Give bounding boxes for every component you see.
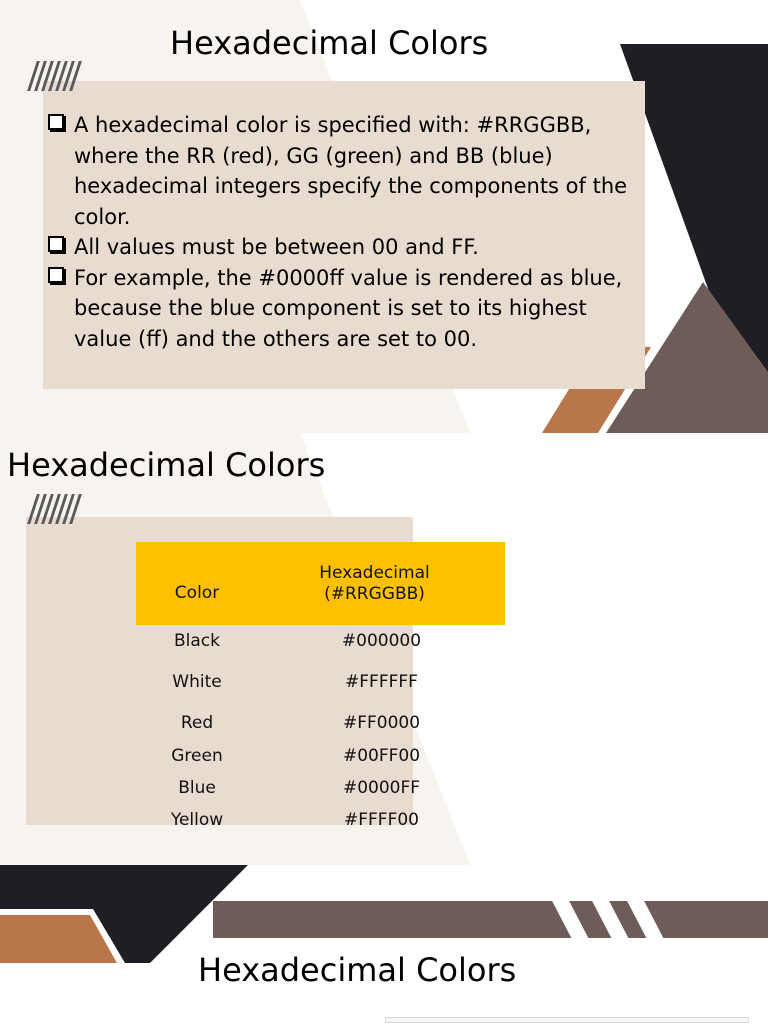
slide-2 bbox=[0, 433, 768, 865]
checkbox-bullet-icon bbox=[48, 267, 64, 283]
bullet-item bbox=[46, 263, 636, 355]
copper-shape bbox=[0, 915, 117, 963]
hatch-mark-decoration bbox=[32, 61, 77, 91]
content-frame-edge bbox=[385, 1017, 749, 1023]
bullet-text: For example, the #0000ff value is rendered as blue, because the blue component is set to its highest value (ff) and the others are set to 00. bbox=[74, 265, 623, 351]
hex-header-line-1: Hexadecimal bbox=[319, 562, 430, 583]
slide-1 bbox=[0, 0, 768, 433]
hex-value-cell: #FF0000 bbox=[342, 713, 421, 733]
hex-value-cell: #FFFFFF bbox=[345, 672, 418, 692]
slide-3 bbox=[0, 865, 768, 1024]
bullet-text: A hexadecimal color is specified with: #RRGGBB, where the RR (red), GG (green) and BB (blue) hexadecimal integers specify the components of the color. bbox=[74, 113, 628, 229]
table-row bbox=[136, 739, 505, 772]
bullet-item bbox=[46, 232, 636, 263]
slide-3-decoration bbox=[0, 865, 768, 1024]
hex-value-cell: #0000FF bbox=[342, 778, 421, 798]
table-row bbox=[136, 657, 505, 707]
table-row bbox=[136, 625, 505, 657]
table-row bbox=[136, 772, 505, 804]
table-header-row bbox=[136, 542, 505, 625]
slide-1-title: Hexadecimal Colors bbox=[170, 24, 489, 62]
checkbox-bullet-icon bbox=[48, 114, 64, 130]
table-row bbox=[136, 707, 505, 739]
hex-value-cell: #000000 bbox=[341, 631, 422, 651]
color-name-cell: White bbox=[172, 672, 222, 692]
hex-column-header bbox=[258, 542, 505, 625]
table-row bbox=[136, 804, 505, 836]
color-name-cell: Yellow bbox=[170, 810, 224, 830]
bullet-text: All values must be between 00 and FF. bbox=[74, 235, 479, 259]
color-column-header: Color bbox=[136, 542, 258, 625]
color-name-cell: Green bbox=[171, 745, 223, 766]
checkbox-bullet-icon bbox=[48, 236, 64, 252]
taupe-band-shape bbox=[213, 901, 768, 938]
hex-header-line-2: (#RRGGBB) bbox=[324, 583, 425, 604]
slide-2-title: Hexadecimal Colors bbox=[7, 446, 326, 484]
color-name-cell: Blue bbox=[178, 778, 216, 798]
color-name-cell: Red bbox=[180, 713, 214, 733]
bullet-item bbox=[46, 110, 636, 232]
hex-color-table bbox=[136, 542, 505, 836]
hatch-mark-decoration bbox=[32, 494, 77, 524]
hex-value-cell: #FFFF00 bbox=[344, 810, 419, 830]
slide-3-title: Hexadecimal Colors bbox=[198, 951, 517, 989]
hex-value-cell: #00FF00 bbox=[342, 745, 421, 766]
bullet-list bbox=[46, 110, 636, 354]
color-name-cell: Black bbox=[174, 631, 220, 651]
